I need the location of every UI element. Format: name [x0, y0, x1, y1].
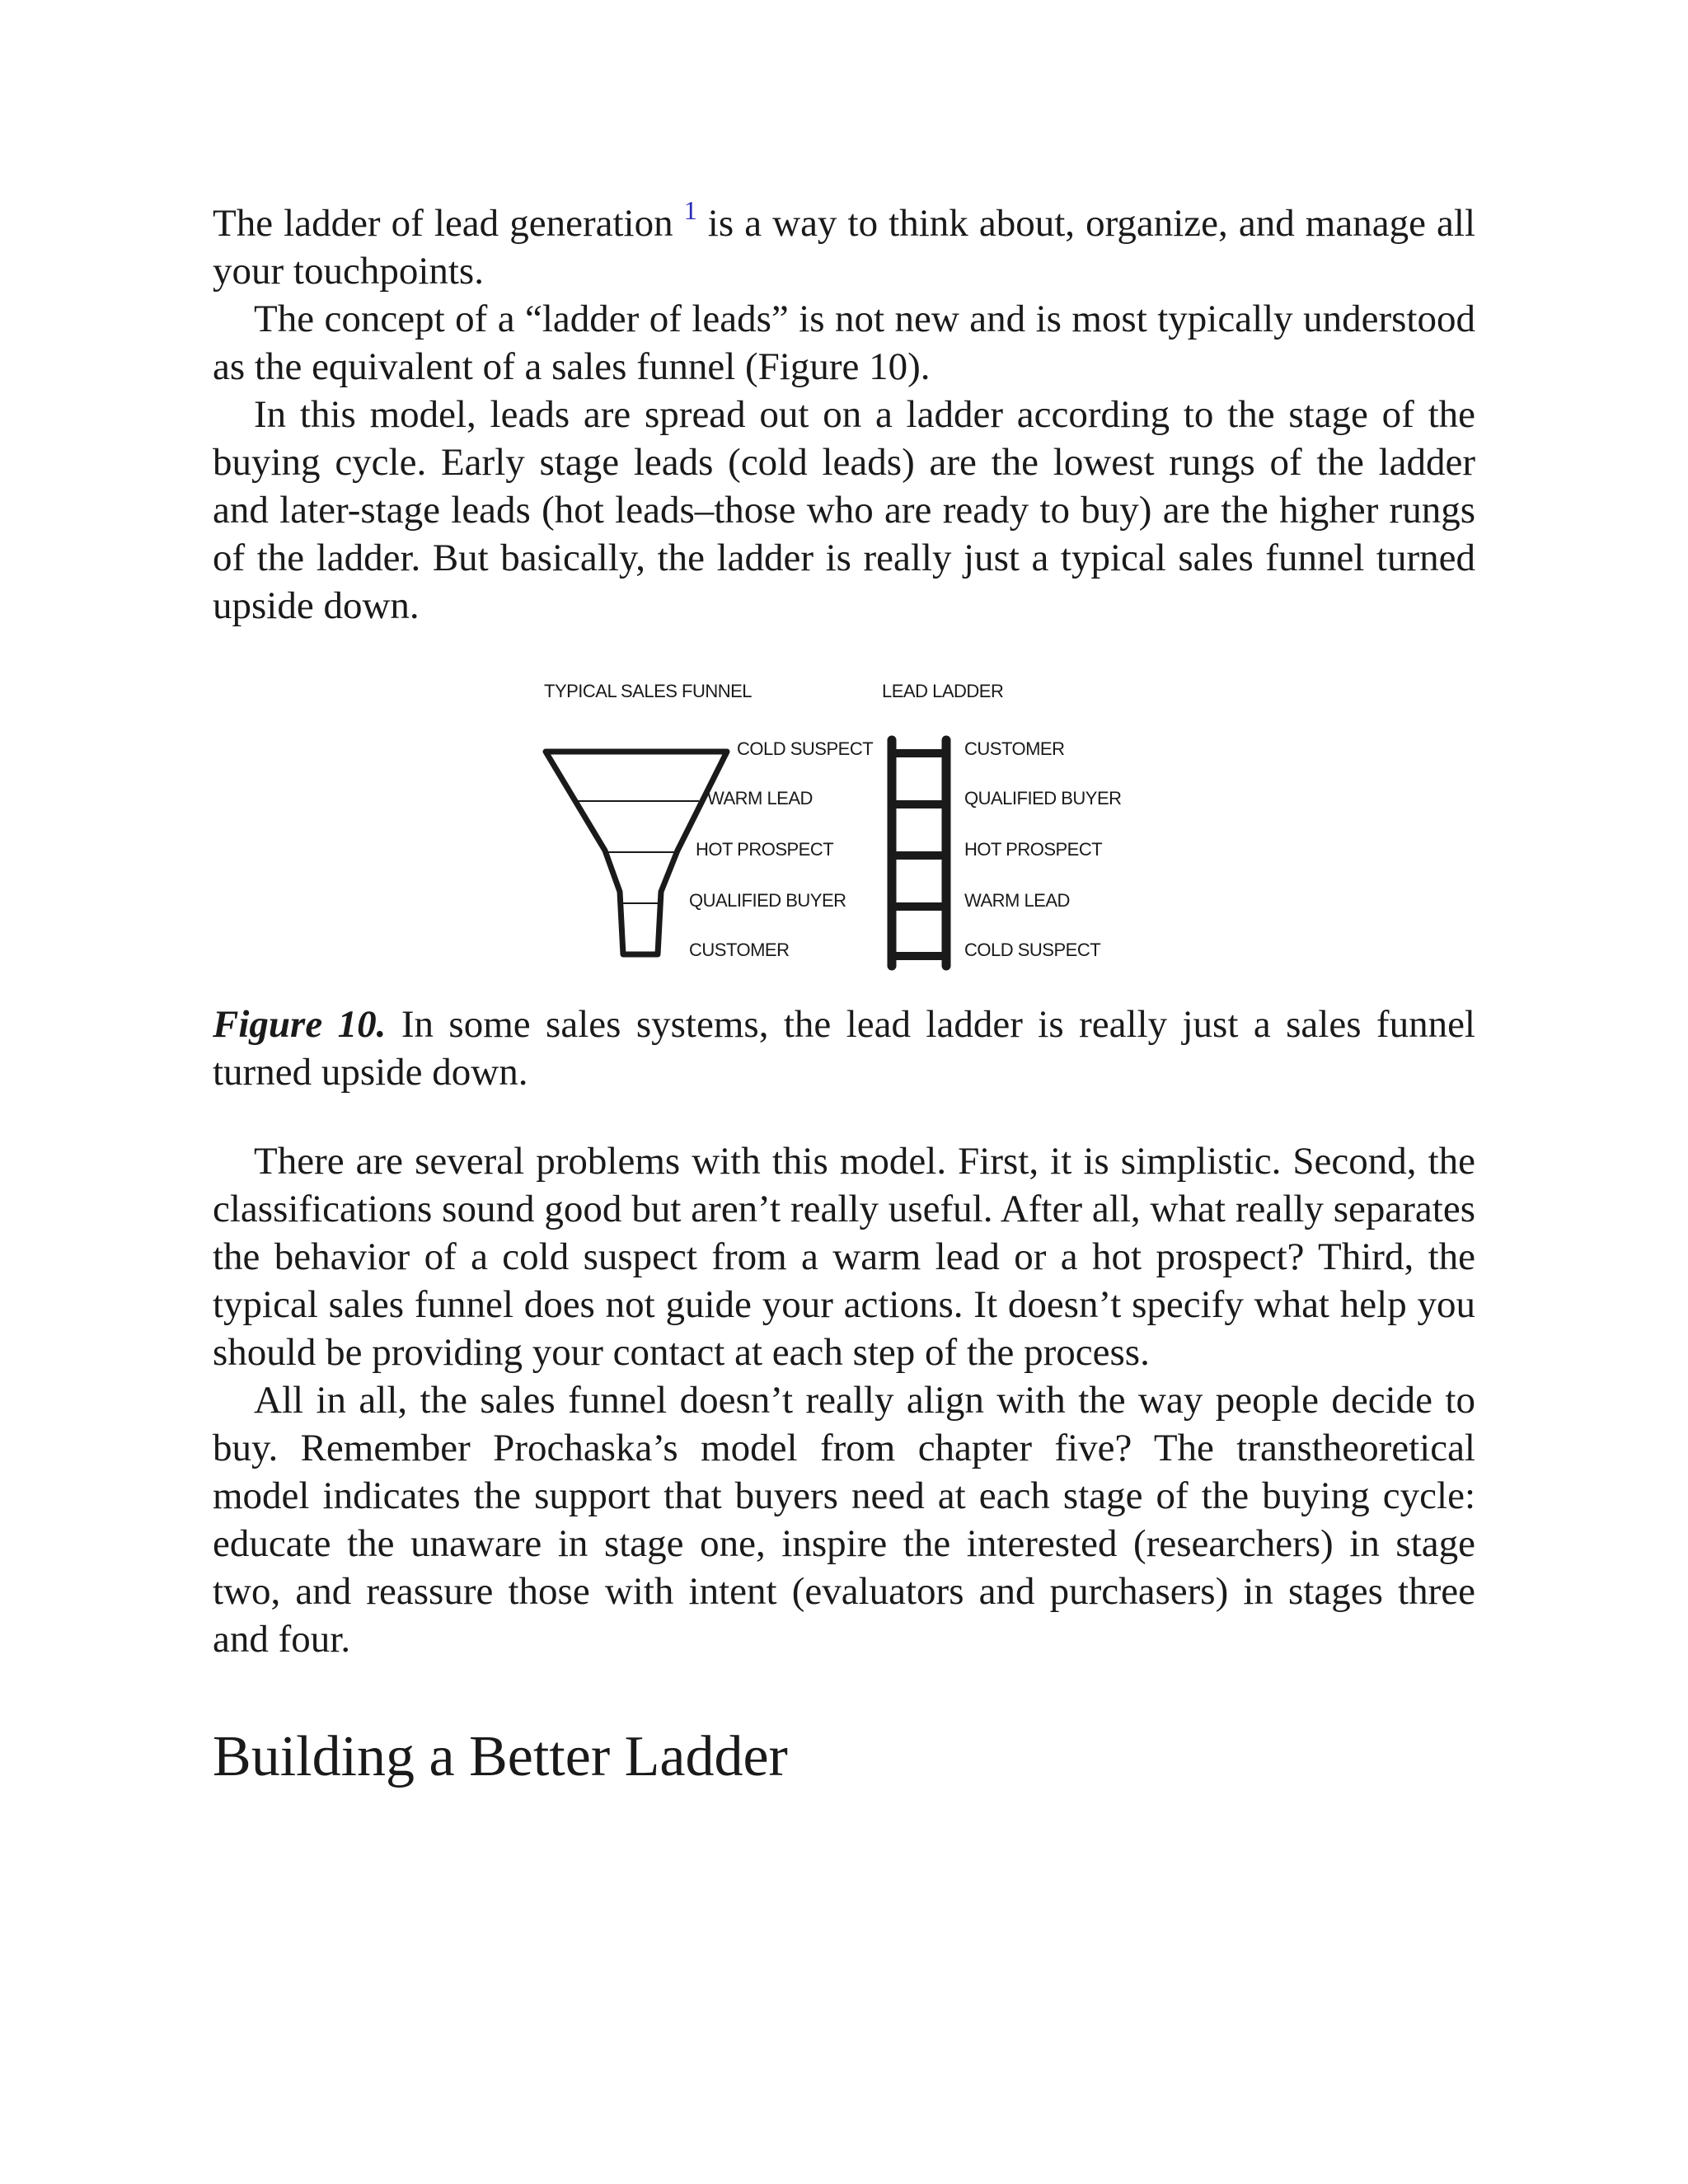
caption-spacer — [213, 1096, 1475, 1137]
funnel-label-cold-suspect: COLD SUSPECT — [737, 738, 874, 759]
ladder-shape — [892, 740, 946, 966]
figure-caption-label: Figure 10. — [213, 1003, 387, 1046]
page-content — [213, 195, 1475, 1792]
ladder-label-warm-lead: WARM LEAD — [964, 890, 1070, 911]
funnel-title: TYPICAL SALES FUNNEL — [544, 681, 753, 701]
body-paragraph: All in all, the sales funnel doesn’t really align with the way people decide to buy. Remember Prochaska’s model from chapter five? The transtheoretical model indicates the support that buyers need at each stage of the buying cycle: educate the unaware in stage one, inspire the interested (researchers) in stage two, and reassure those with intent (evaluators and purchasers) in stages three and four. — [213, 1379, 1475, 1661]
funnel-label-customer: CUSTOMER — [689, 940, 790, 960]
funnel-vs-ladder-illustration — [536, 676, 1162, 972]
figure-caption-text: In some sales systems, the lead ladder is really just a sales funnel turned upside down. — [213, 1003, 1475, 1094]
ladder-title: LEAD LADDER — [882, 681, 1004, 701]
funnel-label-warm-lead: WARM LEAD — [707, 788, 813, 808]
ladder-label-customer: CUSTOMER — [964, 738, 1065, 759]
body-paragraph: There are several problems with this model. First, it is simplistic. Second, the classifications sound good but aren’t really useful. After all, what really separates the behavior of a cold suspect from a warm lead or a hot prospect? Third, the typical sales funnel does not guide your actions. It doesn’t specify what help you should be providing your contact at each step of the process. — [213, 1140, 1475, 1374]
ladder-label-qualified-buyer: QUALIFIED BUYER — [964, 788, 1122, 808]
body-paragraph: In this model, leads are spread out on a ladder according to the stage of the buying cycle. Early stage leads (cold leads) are the lowest rungs of the ladder and later-stage leads (hot leads–those who are ready to buy) are the higher rungs of the ladder. But basically, the ladder is really just a typical sales funnel turned upside down. — [213, 393, 1475, 627]
funnel-label-hot-prospect: HOT PROSPECT — [696, 839, 834, 860]
intro-text-end: is a way to think about, organize, and manage all your touchpoints. — [213, 202, 1475, 293]
figure-10 — [213, 630, 1475, 1001]
footnote-reference-link[interactable]: 1 — [683, 195, 697, 225]
ladder-label-cold-suspect: COLD SUSPECT — [964, 940, 1101, 960]
funnel-label-qualified-buyer: QUALIFIED BUYER — [689, 890, 846, 911]
figure-caption — [213, 1001, 1475, 1096]
intro-text-start: The ladder of lead generation — [213, 202, 684, 245]
intro-paragraph — [213, 195, 1475, 295]
ladder-label-hot-prospect: HOT PROSPECT — [964, 839, 1103, 860]
section-heading: Building a Better Ladder — [213, 1725, 788, 1788]
body-paragraph: The concept of a “ladder of leads” is not new and is most typically understood as the equivalent of a sales funnel (Figure 10). — [213, 298, 1475, 388]
